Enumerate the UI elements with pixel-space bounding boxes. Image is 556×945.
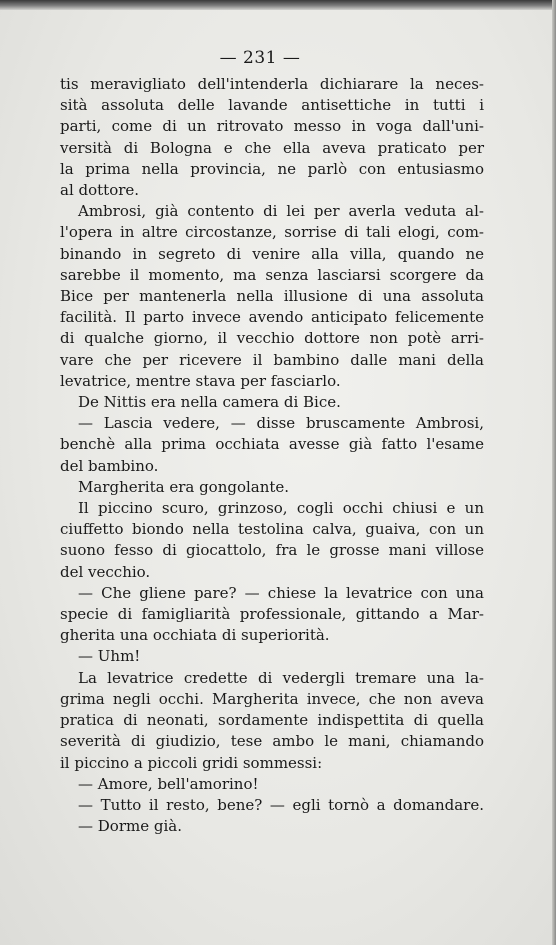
text-line: sarebbe il momento, ma senza lasciarsi scorgere da [60, 265, 484, 284]
text-line: Il piccino scuro, grinzoso, cogli occhi chiusi e un [78, 499, 484, 518]
text-line: suono fesso di giocattolo, fra le grosse mani villose [60, 541, 484, 560]
book-page [0, 10, 552, 945]
text-line: l'opera in altre circostanze, sorrise di tali elogi, com- [60, 223, 484, 242]
text-line: la prima nella provincia, ne parlò con entusiasmo [60, 159, 484, 178]
text-line: Ambrosi, già contento di lei per averla veduta al- [78, 202, 484, 221]
text-line: vare che per ricevere il bambino dalle mani della [60, 350, 484, 369]
text-line: del bambino. [60, 456, 159, 475]
text-line: il piccino a piccoli gridi sommessi: [60, 753, 323, 772]
text-line: pratica di neonati, sordamente indispettita di quella [60, 711, 484, 730]
text-line: del vecchio. [60, 562, 151, 581]
text-line: sità assoluta delle lavande antisettiche in tutti i [60, 96, 484, 115]
text-line: Margherita era gongolante. [78, 477, 290, 496]
page-right-edge [552, 0, 556, 945]
text-line: — Uhm! [78, 647, 141, 666]
text-line: — Dorme già. [78, 817, 182, 836]
text-line: benchè alla prima occhiata avesse già fatto l'esame [60, 435, 484, 454]
text-line: — Lascia vedere, — disse bruscamente Ambrosi, [78, 414, 484, 433]
text-line: De Nittis era nella camera di Bice. [78, 393, 341, 412]
page-number: — 231 — [219, 48, 301, 68]
page-top-shadow [0, 0, 556, 10]
body-text [60, 74, 484, 837]
text-line: di qualche giorno, il vecchio dottore non potè arri- [60, 329, 484, 348]
text-line: Bice per mantenerla nella illusione di una assoluta [60, 287, 484, 306]
text-line: La levatrice credette di vedergli tremare una la- [78, 668, 484, 687]
text-line: binando in segreto di venire alla villa, quando ne [60, 244, 484, 263]
text-line: — Che gliene pare? — chiese la levatrice con una [78, 583, 484, 602]
text-line: facilità. Il parto invece avendo anticipato felicemente [60, 308, 484, 327]
text-line: parti, come di un ritrovato messo in voga dall'uni- [60, 117, 484, 136]
text-line: severità di giudizio, tese ambo le mani, chiamando [60, 732, 484, 751]
text-line: grima negli occhi. Margherita invece, che non aveva [60, 689, 484, 708]
text-line: specie di famigliarità professionale, gittando a Mar- [60, 605, 484, 624]
text-line: ciuffetto biondo nella testolina calva, guaiva, con un [60, 520, 484, 539]
text-line: versità di Bologna e che ella aveva praticato per [60, 138, 484, 157]
text-line: gherita una occhiata di superiorità. [60, 626, 330, 645]
text-line: — Tutto il resto, bene? — egli tornò a domandare. [78, 795, 484, 814]
text-line: — Amore, bell'amorino! [78, 774, 259, 793]
text-line: al dottore. [60, 181, 140, 200]
text-line: tis meravigliato dell'intenderla dichiarare la neces- [60, 75, 484, 93]
text-line: levatrice, mentre stava per fasciarlo. [60, 371, 341, 390]
